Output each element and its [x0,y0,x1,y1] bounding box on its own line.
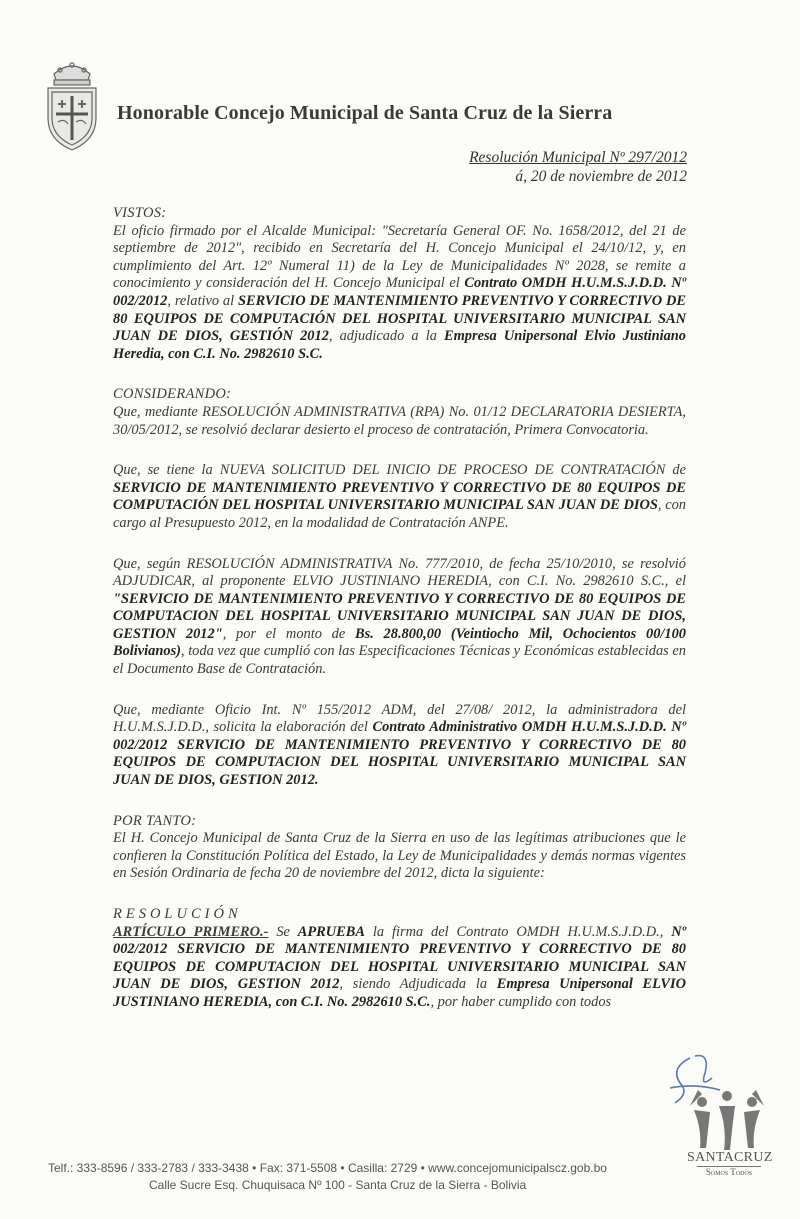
considerando-paragraph-3 [113,556,686,679]
considerando-heading: CONSIDERANDO: [113,386,232,403]
text-run: Que, mediante Oficio Int. Nº 155/2012 ADM, del 27/08/ 2012, la administradora del H.U.M.S.J.D.D., solicita la elaboración del [113,701,686,736]
text-run: Contrato OMDH H.U.M.S.J.D.D. Nº 002/2012 [113,275,686,309]
considerando-paragraph-1: Que, mediante RESOLUCIÓN ADMINISTRATIVA (RPA) No. 01/12 DECLARATORIA DESIERTA, 30/05/2012, se resolvió declarar desierto el proceso de contratación, Primera Convocatoria. [113,403,686,438]
text-run: Nº 002/2012 SERVICIO DE MANTENIMIENTO PREVENTIVO Y CORRECTIVO DE 80 EQUIPOS DE COMPUTACION DEL HOSPITAL UNIVERSITARIO MUNICIPAL SAN JUAN DE DIOS, GESTION 2012 [113,923,686,993]
resolucion-heading: RESOLUCIÓN [113,906,242,922]
resolution-date: á, 20 de noviembre de 2012 [515,168,687,185]
vistos-paragraph [113,223,686,364]
text-run: , toda vez que cumplió con las Especificaciones Técnicas y Económicas establecidas en el Documento Base de Contratación. [113,643,686,678]
page-title: Honorable Concejo Municipal de Santa Cruz de la Sierra [117,102,613,124]
text-run: , por el monto de [222,625,355,642]
considerando-paragraph-4 [113,702,686,790]
vistos-heading: VISTOS: [113,205,167,221]
text-run: Que, se tiene la NUEVA SOLICITUD DEL INICIO DE PROCESO DE CONTRATACIÓN de [113,462,686,479]
article-label: ARTÍCULO PRIMERO.- [113,923,269,940]
footer-address: Calle Sucre Esq. Chuquisaca Nº 100 - Santa Cruz de la Sierra - Bolivia [149,1178,527,1192]
resolution-number: Resolución Municipal Nº 297/2012 [469,149,687,166]
resolution-header [469,148,687,186]
text-run: El oficio firmado por el Alcalde Municipal: "Secretaría General OF. No. 1658/2012, del 21 de septiembre de 2012", recibido en Secretaría del H. Concejo Municipal el 24/10/12, y, en cumplimiento del Art. 12º Numeral 11) de la Ley de Municipalidades Nº 2028, se remite a conocimiento y consideración del H. Concejo Municipal el [113,222,686,292]
logo-name: SANTACRUZ [687,1150,773,1165]
document-body [113,205,686,1012]
text-run: "SERVICIO DE MANTENIMIENTO PREVENTIVO Y CORRECTIVO DE 80 EQUIPOS DE COMPUTACION DEL HOSPITAL UNIVERSITARIO MUNICIPAL SAN JUAN DE DIOS, GESTION 2012" [113,590,686,642]
text-run: , siendo Adjudicada la [339,976,497,993]
text-run: SERVICIO DE MANTENIMIENTO PREVENTIVO Y CORRECTIVO DE 80 EQUIPOS DE COMPUTACIÓN DEL HOSPITAL UNIVERSITARIO MUNICIPAL SAN JUAN DE DIOS [113,479,686,514]
coat-of-arms-icon [40,56,104,154]
articulo-primero [113,924,686,1012]
por-tanto-paragraph: El H. Concejo Municipal de Santa Cruz de la Sierra en uso de las legítimas atribuciones que le confieren la Constitución Política del Estado, la Ley de Municipalidades y demás normas vigentes en Sesión Ordinaria de fecha 20 de noviembre del 2012, dicta la siguiente: [113,830,686,882]
text-run: SERVICIO DE MANTENIMIENTO PREVENTIVO Y CORRECTIVO DE 80 EQUIPOS DE COMPUTACIÓN DEL HOSPITAL UNIVERSITARIO MUNICIPAL SAN JUAN DE DIOS, GESTIÓN 2012 [113,292,687,345]
considerando-paragraph-2 [113,462,686,532]
por-tanto-heading: POR TANTO: [113,812,197,829]
text-run: Se [268,923,298,940]
text-run: , relativo al [167,292,238,309]
text-run: , por haber cumplido con todos [430,993,612,1010]
text-run: la firma del Contrato OMDH H.U.M.S.J.D.D., [364,923,672,940]
text-run: Que, según RESOLUCIÓN ADMINISTRATIVA No. 777/2010, de fecha 25/10/2010, se resolvió ADJUDICAR, al proponente ELVIO JUSTINIANO HEREDIA, con C.I. No. 2982610 S.C., el [113,555,686,590]
text-run: Contrato Administrativo OMDH H.U.M.S.J.D.D. Nº 002/2012 SERVICIO DE MANTENIMIENTO PREVENTIVO Y CORRECTIVO DE 80 EQUIPOS DE COMPUTACION DEL HOSPITAL UNIVERSITARIO MUNICIPAL SAN JUAN DE DIOS, GESTION 2012. [113,719,686,789]
logo-text [687,1150,771,1177]
text-run: Empresa Unipersonal ELVIO JUSTINIANO HEREDIA, con C.I. No. 2982610 S.C. [113,976,686,1010]
logo-slogan: Somos Todos [697,1166,761,1177]
text-run: APRUEBA [297,923,365,940]
text-run: , adjudicado a la [328,328,444,345]
text-run: , con cargo al Presupuesto 2012, en la modalidad de Contratación ANPE. [113,497,686,531]
text-run: Empresa Unipersonal Elvio Justiniano Heredia, con C.I. No. 2982610 S.C. [113,328,686,362]
footer-contact: Telf.: 333-8596 / 333-2783 / 333-3438 • Fax: 371-5508 • Casilla: 2729 • www.concejomunicipalscz.gob.bo [48,1161,607,1175]
text-run: Bs. 28.800,00 (Veintiocho Mil, Ochocientos 00/100 Bolivianos) [113,625,686,660]
